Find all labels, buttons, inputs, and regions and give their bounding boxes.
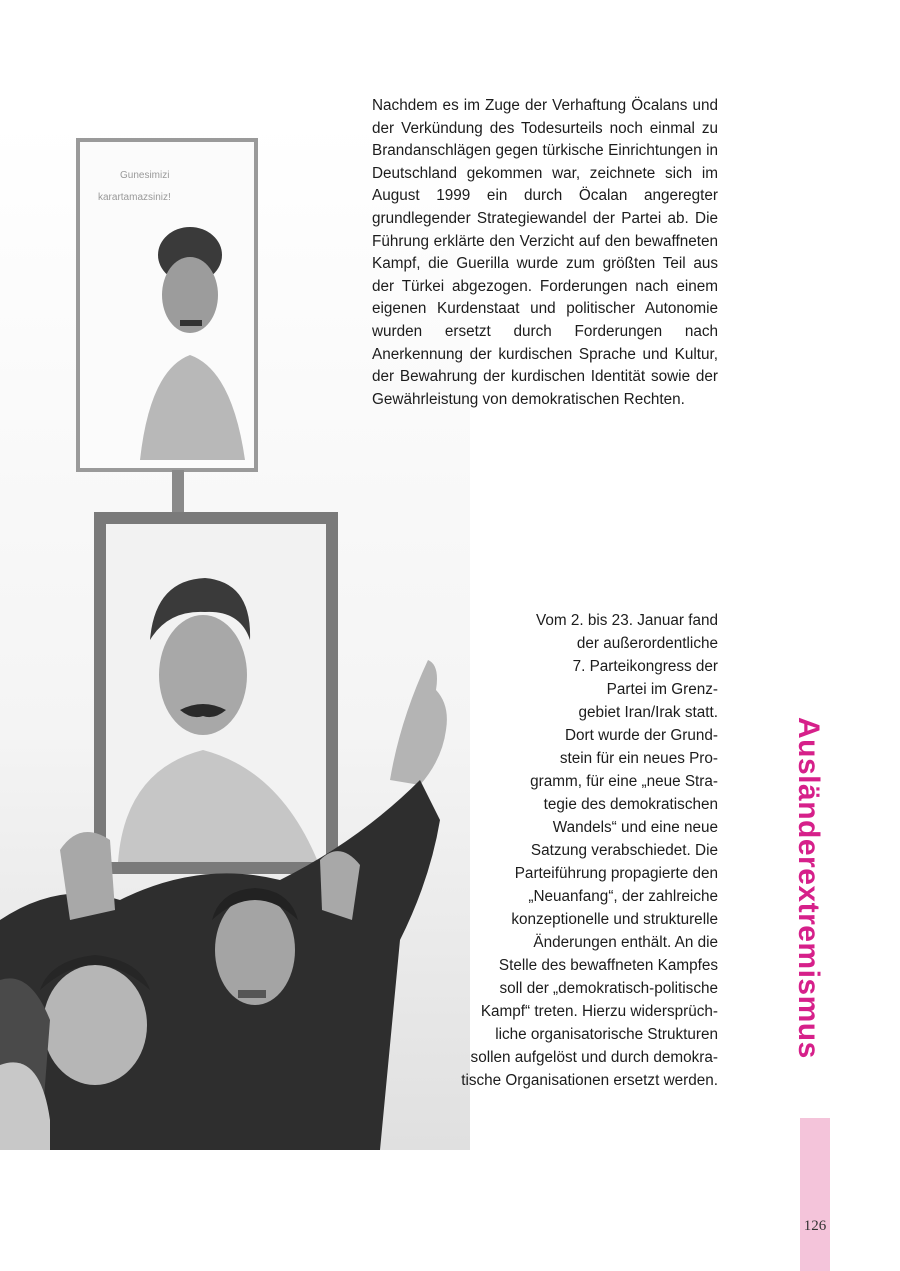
paragraph-2-line: Dort wurde der Grund- — [564, 727, 718, 744]
paragraph-2-line: Satzung verabschiedet. Die — [530, 842, 718, 859]
svg-text:Gunesimizi: Gunesimizi — [120, 170, 170, 181]
svg-text:karartamazsiniz!: karartamazsiniz! — [98, 192, 171, 203]
paragraph-2-line: Vom 2. bis 23. Januar fand — [536, 612, 718, 629]
paragraph-2-line: gebiet Iran/Irak statt. — [578, 704, 718, 721]
page-tab-bar — [800, 1118, 830, 1271]
paragraph-2-line: Kampf“ treten. Hierzu widersprüch- — [480, 1003, 718, 1020]
section-title — [788, 695, 828, 1080]
page-number: 126 — [803, 1218, 827, 1234]
paragraph-2-line: Partei im Grenz- — [606, 681, 718, 698]
section-title-text: Ausländerextremismus — [792, 716, 825, 1059]
paragraph-2-line: stein für ein neues Pro- — [559, 750, 718, 767]
paragraph-2-line: 7. Parteikongress der — [572, 658, 718, 675]
paragraph-2-line: liche organisatorische Strukturen — [495, 1026, 718, 1043]
paragraph-2-line: der außerordentliche — [576, 635, 718, 652]
paragraph-2-line: „Neuanfang“, der zahlreiche — [528, 888, 718, 905]
paragraph-2-line: Änderungen enthält. An die — [533, 934, 718, 951]
paragraph-1: Nachdem es im Zuge der Verhaftung Öcalans und der Verkündung des Todesurteils noch einmal zu Brandanschlägen gegen türkische Einrichtungen in Deutschland gekommen war, zeichnete sich im August 1999 ein durch Öcalan angeregter grundlegender Strategiewandel der Partei ab. Die Führung erklärte den Verzicht auf den bewaffneten Kampf, die Guerilla wurde zum größten Teil aus der Türkei abgezogen. Forderungen nach einem eigenen Kurdenstaat und politischer Autonomie wurden ersetzt durch Forderungen nach Anerkennung der kurdischen Sprache und Kultur, der Bewahrung der kurdischen Identität sowie der Gewährleistung von demokratischen Rechten. — [372, 97, 718, 408]
paragraph-2-line: tegie des demokratischen — [543, 796, 718, 813]
paragraph-2-line: soll der „demokratisch-politische — [499, 980, 718, 997]
paragraph-2-line: Stelle des bewaffneten Kampfes — [498, 957, 718, 974]
paragraph-2-line: Parteiführung propagierte den — [514, 865, 718, 882]
paragraph-2-line: sollen aufgelöst und durch demokra- — [470, 1049, 718, 1066]
paragraph-2-line: gramm, für eine „neue Stra- — [530, 773, 718, 790]
paragraph-2-line: Wandels“ und eine neue — [552, 819, 718, 836]
paragraph-2-line: konzeptionelle und strukturelle — [511, 911, 718, 928]
paragraph-2-line: tische Organisationen ersetzt werden. — [461, 1072, 718, 1089]
